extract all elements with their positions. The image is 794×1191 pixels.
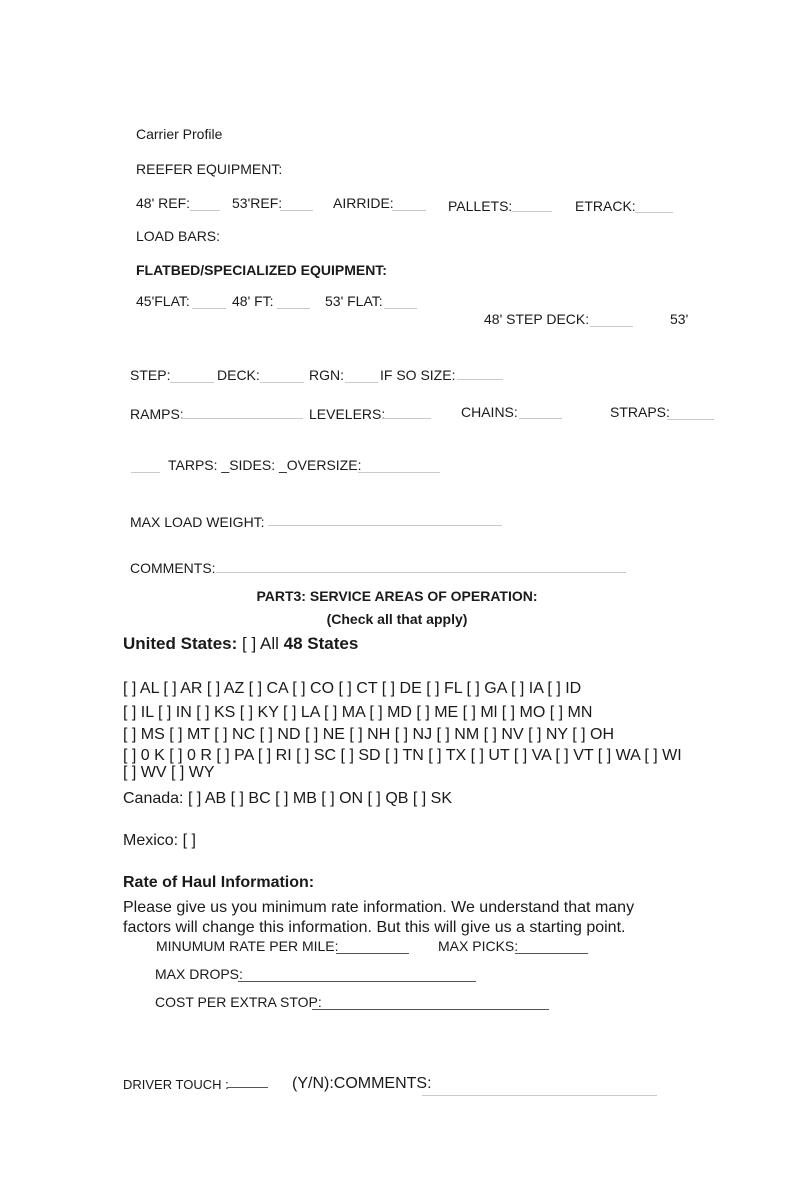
pallets-field[interactable] bbox=[512, 211, 552, 212]
page-title: Carrier Profile bbox=[136, 126, 223, 142]
comments-label: COMMENTS: bbox=[130, 560, 216, 576]
label-53: 53' bbox=[670, 311, 689, 327]
rate-heading: Rate of Haul Information: bbox=[123, 874, 315, 891]
max-load-weight-label: MAX LOAD WEIGHT: bbox=[130, 514, 265, 530]
us-all-bold: 48 States bbox=[283, 634, 359, 653]
us-all-prefix: [ ] All bbox=[242, 634, 279, 653]
rgn-label: RGN: bbox=[309, 367, 344, 383]
flat53-field[interactable] bbox=[384, 308, 417, 309]
max-drops-label: MAX DROPS: bbox=[155, 966, 243, 982]
max-picks-label: MAX PICKS: bbox=[438, 938, 519, 954]
states-row-2: [ ] IL [ ] IN [ ] KS [ ] KY [ ] LA [ ] MA [ ] MD [ ] ME [ ] Ml [ ] MO [ ] MN bbox=[123, 704, 593, 721]
ref53-label: 53'REF: bbox=[232, 195, 283, 211]
ft48-field[interactable] bbox=[277, 308, 310, 309]
ramps-field[interactable] bbox=[181, 418, 303, 419]
max-drops-field[interactable] bbox=[238, 981, 476, 982]
if-so-size-label: IF SO SIZE: bbox=[380, 367, 456, 383]
flat53-label: 53' FLAT: bbox=[325, 293, 383, 309]
max-picks-field[interactable] bbox=[515, 953, 588, 954]
pallets-label: PALLETS: bbox=[448, 198, 513, 214]
tarps-label: TARPS: _SIDES: _OVERSIZE: bbox=[168, 457, 362, 473]
states-row-4: [ ] 0 K [ ] 0 R [ ] PA [ ] RI [ ] SC [ ] SD [ ] TN [ ] TX [ ] UT [ ] VA [ ] VT [ ] WA [ ] WI bbox=[123, 747, 682, 764]
rate-paragraph-line-1: Please give us you minimum rate information. We understand that many bbox=[123, 899, 635, 916]
driver-comments-field[interactable] bbox=[422, 1095, 657, 1096]
straps-field[interactable] bbox=[667, 419, 714, 420]
tarps-blank-field[interactable] bbox=[131, 472, 160, 473]
step-deck48-label: 48' STEP DECK: bbox=[484, 311, 590, 327]
us-label: United States: bbox=[123, 634, 238, 653]
mexico-line: Mexico: [ ] bbox=[123, 832, 196, 849]
levelers-label: LEVELERS: bbox=[309, 406, 386, 422]
deck-label: DECK: bbox=[217, 367, 260, 383]
cost-extra-stop-field[interactable] bbox=[312, 1009, 549, 1010]
states-row-3: [ ] MS [ ] MT [ ] NC [ ] ND [ ] NE [ ] NH [ ] NJ [ ] NM [ ] NV [ ] NY [ ] OH bbox=[123, 726, 615, 743]
step-field[interactable] bbox=[170, 382, 214, 383]
ref53-field[interactable] bbox=[280, 210, 313, 211]
load-bars-label: LOAD BARS: bbox=[136, 228, 221, 244]
us-line bbox=[123, 634, 358, 654]
if-so-size-field[interactable] bbox=[457, 379, 503, 380]
states-row-1: [ ] AL [ ] AR [ ] AZ [ ] CA [ ] CO [ ] CT [ ] DE [ ] FL [ ] GA [ ] IA [ ] ID bbox=[123, 680, 582, 697]
driver-touch-field[interactable] bbox=[227, 1087, 268, 1088]
straps-label: STRAPS: bbox=[610, 404, 670, 420]
reefer-heading: REEFER EQUIPMENT: bbox=[136, 161, 283, 177]
flat45-label: 45'FLAT: bbox=[136, 293, 190, 309]
cost-extra-stop-label: COST PER EXTRA STOP: bbox=[155, 994, 322, 1010]
part3-subheading: (Check all that apply) bbox=[326, 611, 468, 627]
oversize-field[interactable] bbox=[358, 472, 440, 473]
airride-label: AIRRIDE: bbox=[333, 195, 394, 211]
flatbed-heading: FLATBED/SPECIALIZED EQUIPMENT: bbox=[136, 262, 387, 278]
ref48-label: 48' REF: bbox=[136, 195, 191, 211]
ramps-label: RAMPS: bbox=[130, 406, 184, 422]
ref48-field[interactable] bbox=[190, 210, 220, 211]
deck-field[interactable] bbox=[260, 382, 304, 383]
chains-label: CHAINS: bbox=[461, 404, 518, 420]
levelers-field[interactable] bbox=[382, 418, 431, 419]
states-row-5: [ ] WV [ ] WY bbox=[123, 764, 215, 781]
yn-comments-label: (Y/N):COMMENTS: bbox=[292, 1075, 432, 1092]
min-rate-label: MINUMUM RATE PER MILE: bbox=[156, 938, 339, 954]
min-rate-field[interactable] bbox=[336, 953, 409, 954]
step-label: STEP: bbox=[130, 367, 171, 383]
rate-paragraph-line-2: factors will change this information. But this will give us a starting point. bbox=[123, 919, 626, 936]
part3-heading: PART3: SERVICE AREAS OF OPERATION: bbox=[256, 588, 538, 604]
canada-line: Canada: [ ] AB [ ] BC [ ] MB [ ] ON [ ] QB [ ] SK bbox=[123, 790, 452, 807]
etrack-label: ETRACK: bbox=[575, 198, 636, 214]
airride-field[interactable] bbox=[392, 210, 426, 211]
comments-field[interactable] bbox=[216, 572, 626, 573]
driver-touch-label: DRIVER TOUCH : bbox=[123, 1077, 229, 1092]
max-load-weight-field[interactable] bbox=[268, 525, 502, 526]
flat45-field[interactable] bbox=[192, 308, 226, 309]
chains-field[interactable] bbox=[519, 418, 562, 419]
ft48-label: 48' FT: bbox=[232, 293, 274, 309]
etrack-field[interactable] bbox=[635, 212, 673, 213]
step-deck48-field[interactable] bbox=[590, 326, 633, 327]
rgn-field[interactable] bbox=[345, 382, 378, 383]
